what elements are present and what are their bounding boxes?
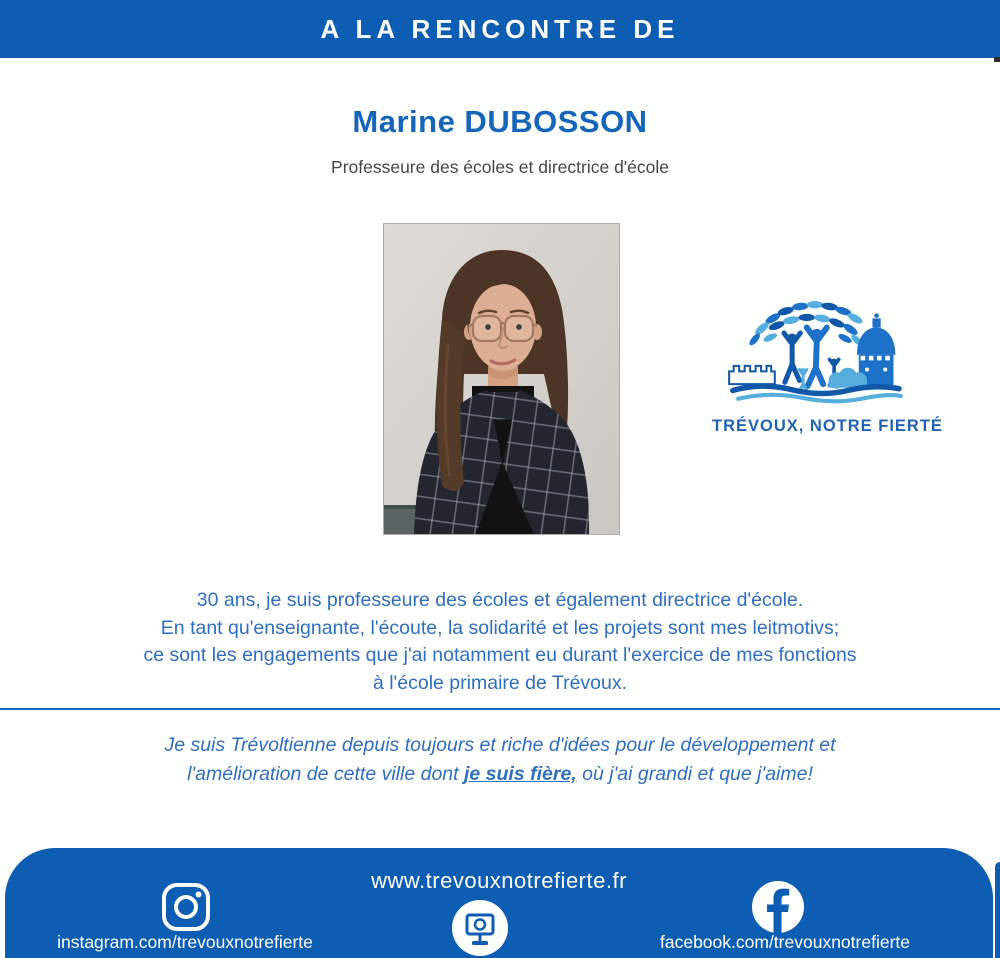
bio-line: à l'école primaire de Trévoux. [372, 671, 628, 694]
tree-leaves [748, 301, 865, 348]
instagram-icon[interactable] [160, 881, 212, 933]
facebook-url[interactable]: facebook.com/trevouxnotrefierte [660, 932, 910, 952]
logo-caption: TRÉVOUX, NOTRE FIERTÉ [712, 417, 943, 435]
quote-line [0, 760, 1000, 789]
bio-line: 30 ans, je suis professeure des écoles et également directrice d'école. [196, 589, 804, 611]
profile-name: Marine DUBOSSON [352, 104, 648, 139]
quote-block [0, 731, 1000, 788]
section-divider [0, 708, 1000, 710]
quote-text: où j'ai grandi et que j'aime! [576, 762, 813, 785]
portrait-photo [383, 223, 620, 535]
monitor-icon[interactable] [452, 900, 508, 956]
quote-line: Je suis Trévoltienne depuis toujours et riche d'idées pour le développement et [164, 734, 836, 756]
wall-shape [729, 366, 775, 384]
quote-text: l'amélioration de cette ville dont [187, 762, 464, 785]
quote-emphasis: je suis fière, [463, 762, 577, 785]
trevoux-emblem-icon [720, 298, 930, 410]
trevoux-logo [712, 298, 943, 436]
bio-line: En tant qu'enseignante, l'écoute, la solidarité et les projets sont mes leitmotivs; [160, 616, 840, 639]
instagram-url[interactable]: instagram.com/trevouxnotrefierte [57, 932, 313, 952]
header-title: A LA RENCONTRE DE [320, 14, 680, 44]
profile-role: Professeure des écoles et directrice d'école [331, 157, 669, 177]
wave-dark [733, 386, 899, 393]
bio-paragraph [0, 587, 1000, 697]
next-slide-header-edge [994, 57, 1000, 62]
facebook-icon[interactable] [752, 881, 804, 933]
header-bar [0, 0, 1000, 58]
next-slide-edge [995, 862, 1000, 958]
footer-bar [5, 848, 993, 958]
bio-line: ce sont les engagements que j'ai notamment eu durant l'exercice de mes fonctions [143, 644, 857, 666]
website-url[interactable]: www.trevouxnotrefierte.fr [371, 868, 627, 893]
portrait-illustration [384, 224, 619, 534]
